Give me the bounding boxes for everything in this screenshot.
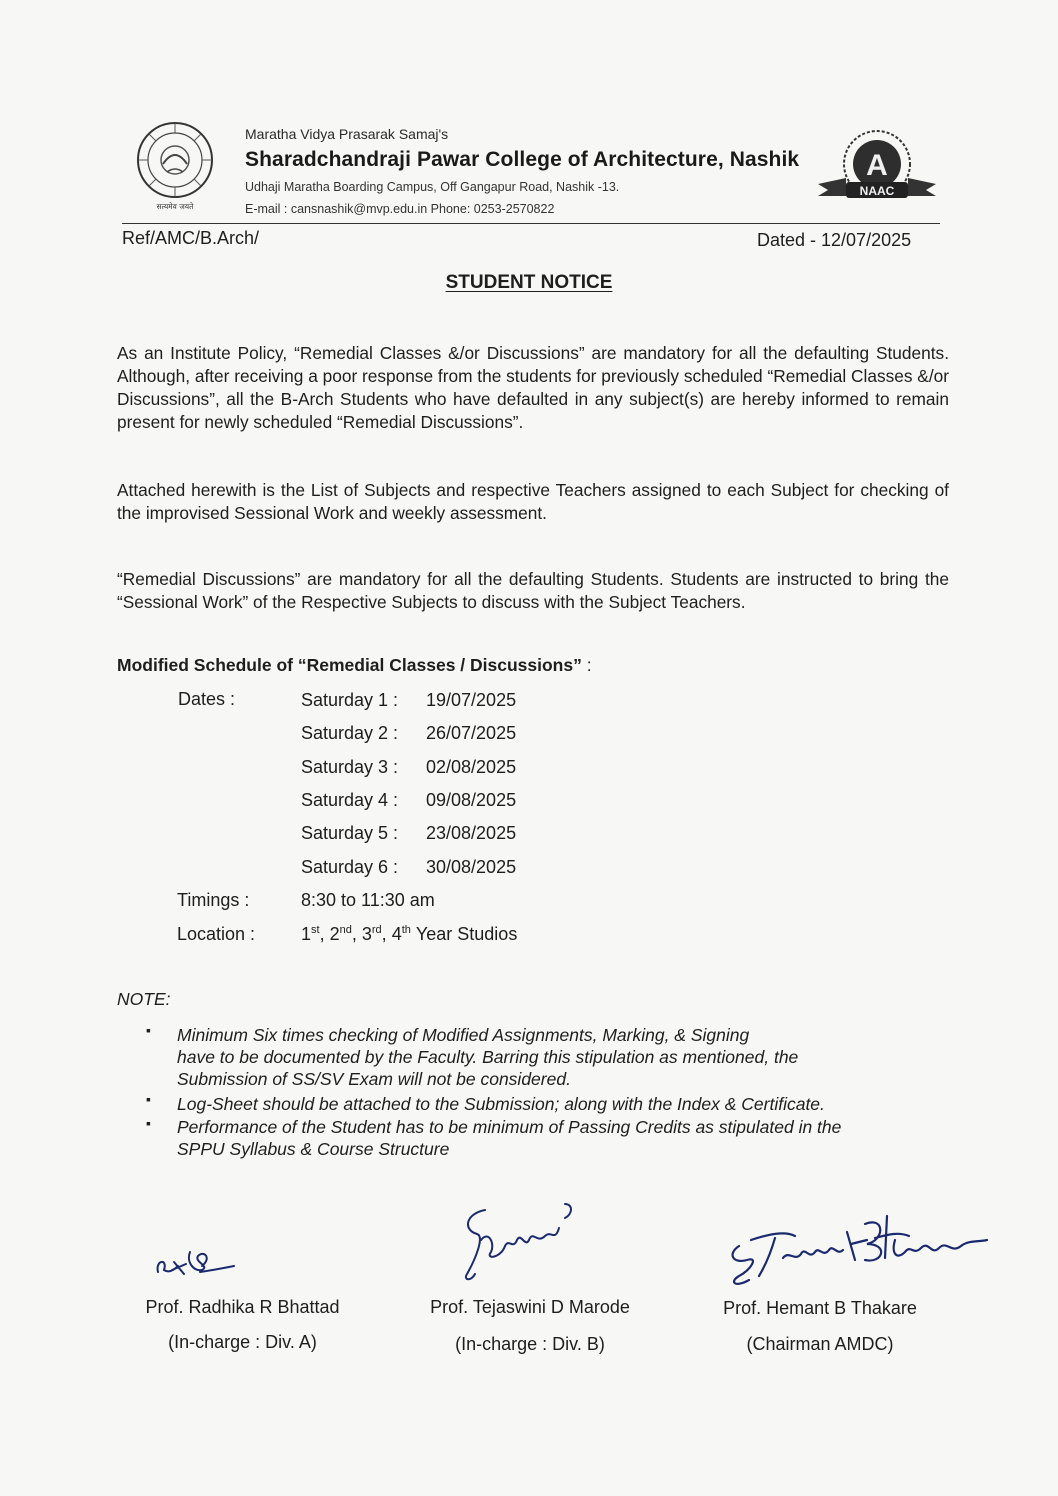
date-row-6-date: 30/08/2025 (426, 857, 517, 877)
timings-value: 8:30 to 11:30 am (301, 890, 435, 910)
naac-logo (816, 122, 938, 212)
college-seal-logo (133, 120, 217, 212)
signature-bhattad (150, 1240, 240, 1285)
bullet-icon: ▪ (146, 1115, 151, 1131)
notice-date: Dated - 12/07/2025 (757, 230, 912, 250)
college-name: Sharadchandraji Pawar College of Architecture, Nashik (245, 148, 800, 171)
note-item-1-line-2: have to be documented by the Faculty. Barring this stipulation as mentioned, the (177, 1047, 799, 1067)
schedule-title-suffix: : (581, 655, 592, 675)
signatory-1-role: (In-charge : Div. A) (168, 1332, 317, 1352)
date-row-5-label: Saturday 5 : (301, 823, 399, 843)
note-item-3-line-2: SPPU Syllabus & Course Structure (177, 1139, 450, 1159)
bullet-icon: ▪ (146, 1091, 151, 1107)
org-name: Maratha Vidya Prasarak Samaj's (245, 126, 449, 142)
year-2: 2 (329, 924, 340, 944)
date-row-3-label: Saturday 3 : (301, 757, 399, 777)
college-address: Udhaji Maratha Boarding Campus, Off Gangapur Road, Nashik -13. (245, 180, 620, 194)
year-3: 3 (361, 924, 372, 944)
year-2-suffix: nd (339, 924, 352, 936)
note-item-3-line-1: Performance of the Student has to be minimum of Passing Credits as stipulated in the (177, 1117, 842, 1137)
year-4: 4 (391, 924, 402, 944)
note-item-1 (177, 1024, 947, 1090)
note-item-1-line-3: Submission of SS/SV Exam will not be considered. (177, 1069, 571, 1089)
seal-motto: सत्यमेव जयते (156, 202, 194, 211)
notice-title-text: STUDENT NOTICE (445, 272, 613, 293)
naac-grade: A (866, 149, 888, 182)
location-label: Location : (177, 924, 256, 944)
location-value: 1st, 2nd, 3rd, 4th Year Studios (301, 924, 518, 944)
date-row-3-date: 02/08/2025 (426, 757, 517, 777)
signature-thakare (725, 1210, 1000, 1295)
schedule-title-text: Modified Schedule of “Remedial Classes / Discussions” (117, 655, 582, 675)
note-item-2-line-1: Log-Sheet should be attached to the Submission; along with the Index & Certificate. (177, 1094, 825, 1114)
timings-label: Timings : (177, 890, 250, 910)
date-row-4-label: Saturday 4 : (301, 790, 399, 810)
signatory-3-role: (Chairman AMDC) (746, 1334, 894, 1354)
note-item-2 (177, 1093, 947, 1115)
naac-label: NAAC (859, 184, 895, 198)
note-item-1-line-1: Minimum Six times checking of Modified Assignments, Marking, & Signing (177, 1025, 750, 1045)
paragraph-instructions: “Remedial Discussions” are mandatory for all the defaulting Students. Students are instructed to bring the “Sessional Work” of the Respective Subjects to discuss with the Subject Teachers. (117, 569, 949, 612)
bullet-icon: ▪ (146, 1022, 151, 1038)
signatory-2-role: (In-charge : Div. B) (455, 1334, 605, 1354)
date-row-4-date: 09/08/2025 (426, 790, 517, 810)
date-row-2-label: Saturday 2 : (301, 723, 399, 743)
signatory-2-name: Prof. Tejaswini D Marode (430, 1297, 630, 1317)
year-1: 1 (301, 924, 312, 944)
year-1-suffix: st (311, 924, 320, 936)
college-contact: E-mail : cansnashik@mvp.edu.in Phone: 0253-2570822 (245, 202, 555, 216)
date-row-6-label: Saturday 6 : (301, 857, 399, 877)
reference-number: Ref/AMC/B.Arch/ (122, 228, 260, 248)
dates-label: Dates : (178, 689, 236, 709)
signatory-3-name: Prof. Hemant B Thakare (723, 1298, 917, 1318)
year-4-suffix: th (401, 924, 411, 936)
signatory-1-name: Prof. Radhika R Bhattad (145, 1297, 340, 1317)
header-divider (122, 223, 940, 224)
schedule-title (117, 655, 592, 676)
notice-title (0, 272, 1058, 294)
signature-marode (455, 1200, 580, 1285)
date-row-5-date: 23/08/2025 (426, 823, 517, 843)
date-row-1-date: 19/07/2025 (426, 690, 517, 710)
location-suffix: Year Studios (415, 924, 518, 944)
paragraph-attachment: Attached herewith is the List of Subjects and respective Teachers assigned to each Subject for checking of the improvised Sessional Work and weekly assessment. (117, 480, 949, 523)
note-item-3 (177, 1116, 947, 1160)
note-title: NOTE: (117, 989, 171, 1009)
date-row-1-label: Saturday 1 : (301, 690, 399, 710)
paragraph-policy: As an Institute Policy, “Remedial Classes &/or Discussions” are mandatory for all the defaulting Students. Although, after receiving a poor response from the students for previously scheduled “Remedial Classes &/or Discussions”, all the B-Arch Students who have defaulted in any subject(s) are hereby informed to remain present for newly scheduled “Remedial Discussions”. (117, 343, 949, 432)
year-3-suffix: rd (371, 924, 382, 936)
date-row-2-date: 26/07/2025 (426, 723, 517, 743)
